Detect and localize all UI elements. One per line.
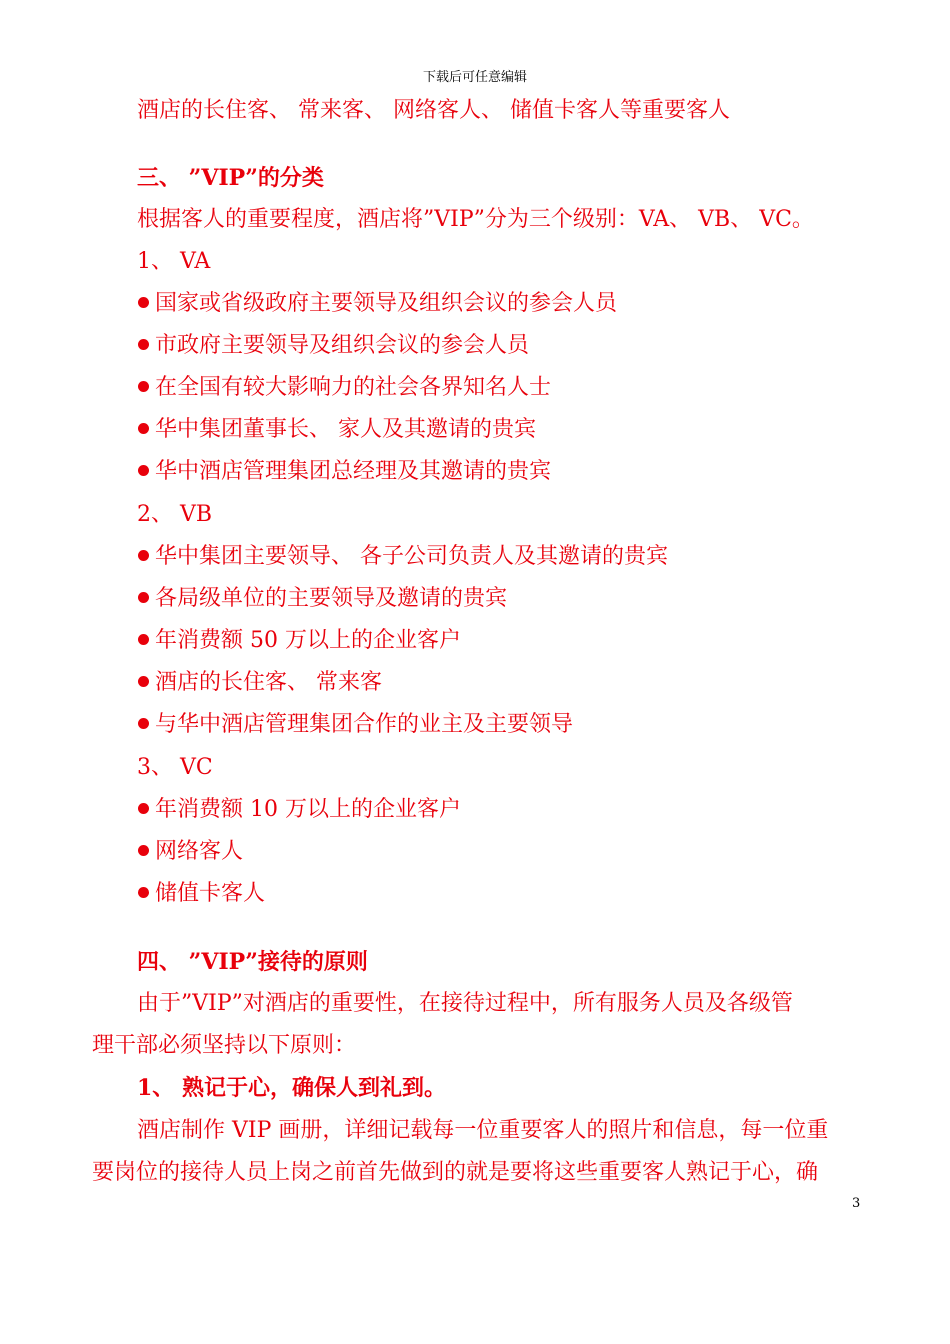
list-item-text: 储值卡客人 <box>155 881 266 906</box>
list-item-text: 年消费额 10 万以上的企业客户 <box>155 797 461 822</box>
list-item <box>138 542 668 572</box>
paragraph-line: 酒店的长住客、 常来客、 网络客人、 储值卡客人等重要客人 <box>137 98 730 123</box>
list-item <box>138 457 551 487</box>
bullet-icon <box>138 634 149 645</box>
list-item-text: 酒店的长住客、 常来客 <box>155 670 382 695</box>
paragraph-line: 要岗位的接待人员上岗之前首先做到的就是要将这些重要客人熟记于心，确 <box>92 1160 819 1185</box>
page-header: 下载后可任意编辑 <box>422 70 527 85</box>
list-item <box>138 415 536 445</box>
bullet-icon <box>138 718 149 729</box>
subsection-title-vb: 2、 VB <box>137 502 213 527</box>
list-item <box>138 879 265 909</box>
list-item-text: 华中酒店管理集团总经理及其邀请的贵宾 <box>155 459 552 484</box>
bullet-icon <box>138 423 149 434</box>
list-item <box>138 373 551 403</box>
paragraph-line: 根据客人的重要程度，酒店将”VIP”分为三个级别：VA、 VB、 VC。 <box>137 207 814 232</box>
list-item-text: 与华中酒店管理集团合作的业主及主要领导 <box>155 712 574 737</box>
bullet-icon <box>138 592 149 603</box>
list-item <box>138 668 382 698</box>
list-item-text: 华中集团主要领导、 各子公司负责人及其邀请的贵宾 <box>155 544 668 569</box>
bullet-icon <box>138 381 149 392</box>
paragraph-line: 理干部必须坚持以下原则： <box>92 1033 357 1058</box>
list-item-text: 华中集团董事长、 家人及其邀请的贵宾 <box>155 417 536 442</box>
bullet-icon <box>138 887 149 898</box>
paragraph-line: 酒店制作 VIP 画册，详细记载每一位重要客人的照片和信息，每一位重 <box>137 1118 829 1143</box>
list-item-text: 国家或省级政府主要领导及组织会议的参会人员 <box>155 291 618 316</box>
list-item-text: 网络客人 <box>155 839 244 864</box>
paragraph-line: 由于”VIP”对酒店的重要性，在接待过程中，所有服务人员及各级管 <box>137 991 793 1016</box>
bullet-icon <box>138 803 149 814</box>
bullet-icon <box>138 297 149 308</box>
list-item <box>138 837 243 867</box>
section-heading-3: 三、 ”VIP”的分类 <box>137 165 324 191</box>
page-number: 3 <box>852 1196 861 1211</box>
list-item <box>138 626 461 656</box>
list-item <box>138 795 461 825</box>
subsection-title-vc: 3、 VC <box>137 755 213 780</box>
bullet-icon <box>138 465 149 476</box>
list-item-text: 市政府主要领导及组织会议的参会人员 <box>155 333 530 358</box>
list-item-text: 年消费额 50 万以上的企业客户 <box>155 628 461 653</box>
bullet-icon <box>138 676 149 687</box>
bullet-icon <box>138 339 149 350</box>
rule-heading: 1、 熟记于心，确保人到礼到。 <box>137 1075 446 1101</box>
list-item-text: 在全国有较大影响力的社会各界知名人士 <box>155 375 552 400</box>
list-item-text: 各局级单位的主要领导及邀请的贵宾 <box>155 586 508 611</box>
section-heading-4: 四、 ”VIP”接待的原则 <box>137 949 368 975</box>
list-item <box>138 331 529 361</box>
bullet-icon <box>138 845 149 856</box>
list-item <box>138 289 617 319</box>
subsection-title-va: 1、 VA <box>137 249 211 274</box>
list-item <box>138 584 507 614</box>
bullet-icon <box>138 550 149 561</box>
list-item <box>138 710 573 740</box>
